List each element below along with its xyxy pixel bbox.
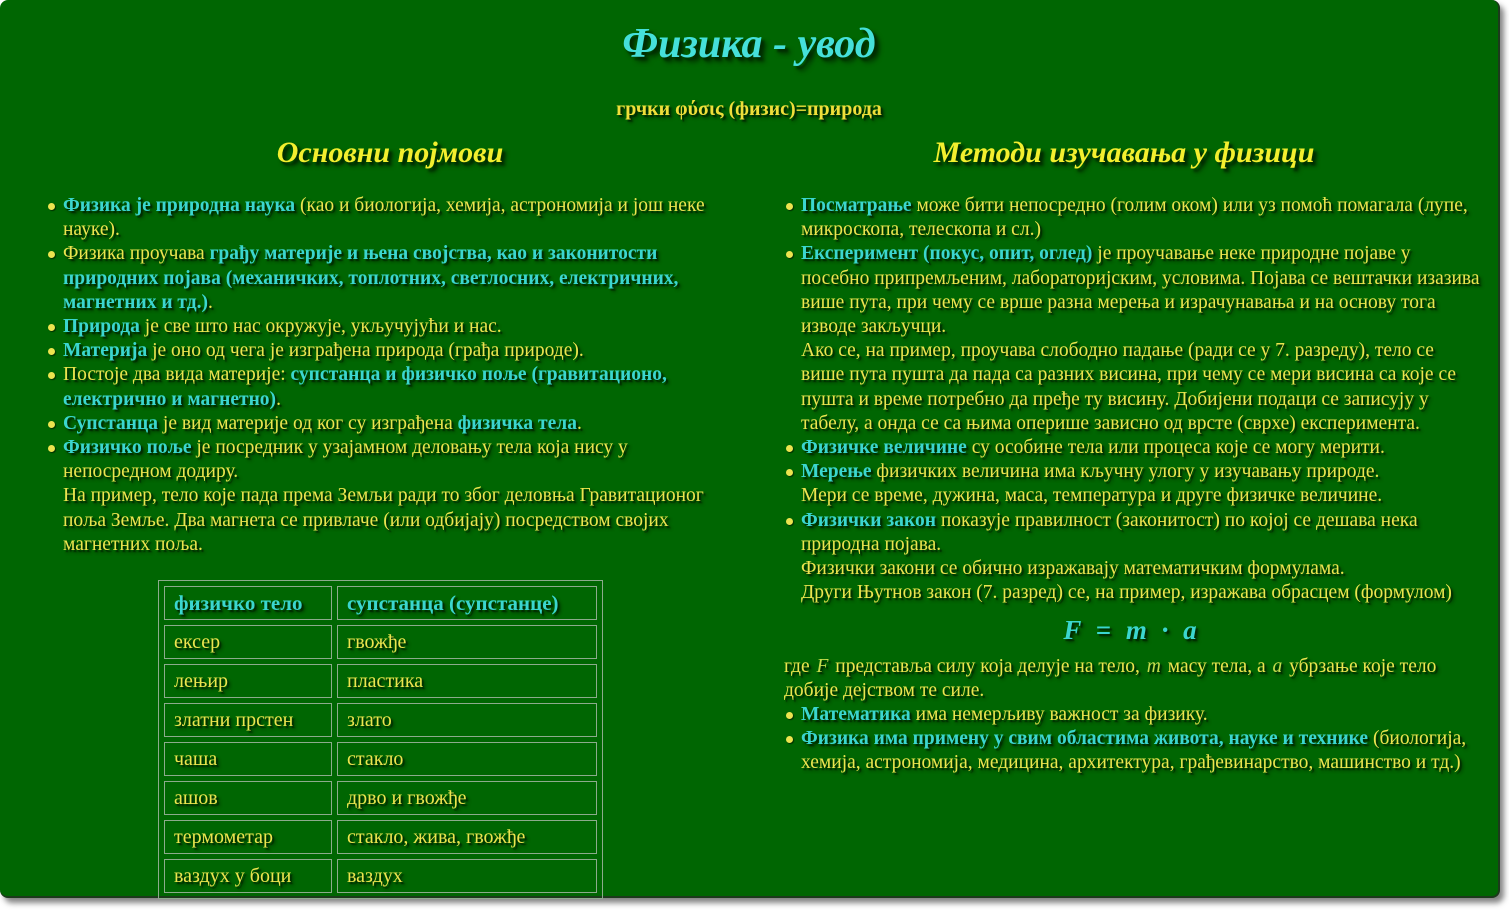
list-item (784, 242, 1480, 436)
text-segment: (као и биологија, хемија, астрономија и још неке науке). (63, 195, 705, 241)
table-header-cell: супстанца (супстанце) (337, 586, 597, 620)
table-row (164, 742, 597, 776)
table-cell: ваздух (337, 859, 597, 893)
list-item (784, 703, 1480, 727)
text-segment: показује правилност (законитост) по којој се дешава нека природна појава. (801, 509, 1418, 555)
right-column-heading: Методи изучавања у физици (933, 136, 1315, 169)
text-segment: је посредник у узајамном деловању тела која нису у непосредном додиру. (63, 437, 628, 483)
text-segment: Посматрање (801, 195, 912, 216)
list-item (46, 436, 740, 557)
text-segment: је оно од чега је изграђена природа (грађа природе). (147, 340, 584, 362)
list-item (46, 315, 740, 339)
list-item (784, 509, 1480, 606)
table-cell: ексер (164, 625, 332, 659)
text-segment: Материја (63, 340, 148, 362)
substance-table (158, 580, 603, 899)
text-segment: су особине тела или процеса које се могу мерити. (966, 437, 1385, 459)
text-segment: F (816, 655, 829, 677)
text-segment: Физичко поље (63, 437, 192, 459)
table-cell: стакло (337, 742, 597, 776)
table-row (164, 820, 597, 854)
page-title: Физика - увод (622, 21, 876, 67)
right-bullet-list (784, 194, 1480, 776)
text-segment: a (1272, 655, 1283, 677)
table-cell: лењир (164, 664, 332, 698)
text-segment: Мерење (801, 461, 872, 483)
text-segment: На пример, тело које пада према Земљи ради то због деловња Гравитационог поља Земље. Два магнета се привлаче (или одбијају) посредством својих магнетних поља. (63, 485, 704, 555)
substance-table-head (164, 586, 597, 620)
table-row (164, 781, 597, 815)
text-segment: може бити непосредно (голим оком) или уз помоћ помагала (лупе, микроскопа, телескопа и сл.) (801, 195, 1468, 241)
text-segment: је вид материје од ког су изграђена (158, 412, 458, 434)
list-item (784, 727, 1480, 775)
list-item (46, 363, 740, 411)
text-segment: Физичке величине (801, 437, 967, 459)
table-cell: злато (337, 703, 597, 737)
text-segment: . (576, 412, 582, 434)
list-item (784, 460, 1480, 508)
formula-explanation (784, 655, 1480, 703)
table-cell: пластика (337, 664, 597, 698)
text-segment: Експеримент (покус, опит, оглед) (801, 243, 1093, 265)
text-segment: Супстанца (63, 412, 159, 434)
text-segment: је све што нас окружује, укључујући и нас. (139, 316, 502, 338)
text-segment: има немерљиву важност за физику. (910, 704, 1208, 726)
list-item (46, 412, 740, 436)
text-segment: представља силу која делује на тело, (830, 655, 1145, 677)
text-segment: где (784, 655, 815, 677)
table-row (164, 703, 597, 737)
text-segment: Физика проучава (63, 243, 210, 265)
table-cell: стакло, жива, гвожђе (337, 820, 597, 854)
text-segment: супстанца и физичко поље (гравитационо, електрично и магнетно) (63, 364, 667, 410)
table-cell: чаша (164, 742, 332, 776)
text-segment: . (276, 388, 281, 410)
text-segment: Физички закони се обично изражавају математичким формулама. (801, 558, 1345, 580)
list-item (46, 194, 740, 242)
newton-second-law-formula: F = m · a (1063, 615, 1201, 646)
text-segment: . (207, 291, 213, 313)
left-bullet-list (46, 194, 740, 557)
substance-table-body (164, 625, 597, 893)
page-subtitle: грчки φύσις (физис)=природа (616, 98, 882, 120)
text-segment: Физички закон (801, 509, 936, 531)
text-segment: (биологија, хемија, астрономија, медицина, архитектура, грађевинарство, машинство и тд.) (801, 728, 1467, 774)
list-item (784, 436, 1480, 460)
text-segment: Физика је природна наука (63, 195, 296, 216)
table-header-row (164, 586, 597, 620)
table-header-cell: физичко тело (164, 586, 332, 620)
list-item (784, 194, 1480, 242)
table-cell: термометар (164, 820, 332, 854)
text-segment: Мери се време, дужина, маса, температура и друге физичке величине. (801, 485, 1383, 507)
text-segment: масу тела, а (1162, 655, 1271, 677)
text-segment: m (1146, 655, 1161, 677)
text-segment: Природа (63, 316, 140, 338)
table-row (164, 859, 597, 893)
text-segment: Физика има примену у свим областима живота, науке и технике (801, 728, 1369, 750)
text-segment: Постоје два вида материје: (63, 364, 291, 386)
text-segment: грађу материје и њена својства, као и законитости природних појава (механичких, топлотних, светлосних, електричних, магнетних и тд.) (63, 243, 679, 313)
text-segment: физичка тела (457, 412, 577, 434)
text-segment: Други Њутнов закон (7. разред) се, на пример, изражава обрасцем (формулом) (801, 582, 1452, 604)
text-segment: је проучавање неке природне појаве у посебно припремљеним, лабораторијским, условима. Појава се вештачки изазива више пута, при чему се врше разна мерења и израчунавања и на основу тога изводе закључци. (801, 243, 1480, 338)
text-segment: Математика (801, 704, 911, 726)
table-cell: ваздух у боци (164, 859, 332, 893)
table-row (164, 664, 597, 698)
table-cell: ашов (164, 781, 332, 815)
text-segment: физичких величина има кључну улогу у изучавању природе. (871, 461, 1380, 483)
text-segment: Ако се, на пример, проучава слободно падање (ради се у 7. разреду), тело се више пута пушта да пада са разних висина, при чему се мери висина са које се пушта и време потребно да пређе ту висину. Добијени подаци се записују у табелу, а онда се са њима оперише зависно од врсте (сврхе) експеримента. (801, 340, 1457, 434)
table-row (164, 625, 597, 659)
list-item (46, 242, 740, 315)
left-column-heading: Основни појмови (276, 136, 504, 169)
table-cell: златни прстен (164, 703, 332, 737)
list-item (46, 339, 740, 363)
text-segment: убрзање које тело добије дејством те силе. (784, 655, 1437, 701)
table-cell: дрво и гвожђе (337, 781, 597, 815)
table-cell: гвожђе (337, 625, 597, 659)
